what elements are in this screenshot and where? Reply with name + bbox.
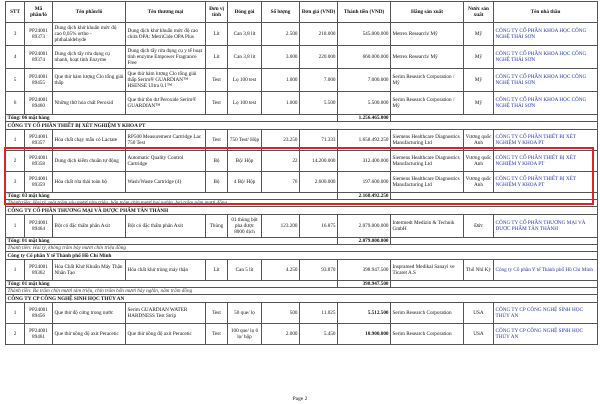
total-value: 2.168.492.250	[338, 193, 391, 200]
cell-country: Mỹ	[464, 23, 494, 46]
cell-stt: 3	[6, 172, 25, 193]
cell-country: Vương quốc Anh	[464, 151, 494, 172]
cell-contractor: CÔNG TY CỔ PHẦN KHOA HỌC CÔNG NGHỆ THÁI SƠN	[494, 23, 598, 46]
table-row	[6, 69, 598, 92]
col-packing: Đóng gói	[228, 2, 262, 23]
cell-lot-name: Dung dịch khử khuẩn mức độ cao 0,05% ortho - phthalaldehyde	[53, 23, 126, 46]
group-row	[6, 252, 598, 260]
cell-lot-code: PP24001 89461	[25, 324, 53, 345]
cell-contractor: CÔNG TY CP CÔNG NGHỆ SINH HỌC THỦY AN	[494, 324, 598, 345]
cell-contractor: CÔNG TY CỔ PHẦN KHOA HỌC CÔNG NGHỆ THÁI SƠN	[494, 92, 598, 115]
cell-amount: 398.947.500	[338, 260, 391, 281]
cell-quantity: 1.000	[262, 69, 300, 92]
cell-trade-name: Wash/Waste Cartridge (4)	[126, 172, 206, 193]
cell-amount: 660.000.000	[338, 46, 391, 69]
cell-unit-price: 5.500	[300, 92, 338, 115]
cell-lot-name: Dung dịch kiểm chuẩn tự động	[53, 151, 126, 172]
cell-unit: Lít	[206, 23, 228, 46]
cell-packing: 50 que/ lọ	[228, 303, 262, 324]
cell-unit: Test	[206, 303, 228, 324]
table-row	[6, 303, 598, 324]
cell-country: Mỹ	[464, 92, 494, 115]
cell-contractor: CÔNG TY CỔ PHẦN THIẾT BỊ XÉT NGHIỆM Y KHOA PT	[494, 151, 598, 172]
cell-country: Vương quốc Anh	[464, 130, 494, 151]
cell-trade-name: Automatic Quality Control Cartridge	[126, 151, 206, 172]
cell-quantity: 1.000	[262, 92, 300, 115]
cell-unit-price: 16.875	[300, 215, 338, 238]
cell-amount: 7.000.000	[338, 69, 391, 92]
cell-stt: 1	[6, 260, 25, 281]
cell-manufacturer: Siemens Healthcare Diagnostics Manufacturing Ltd	[391, 151, 464, 172]
cell-manufacturer: Serim Research Corporation / Mỹ	[391, 69, 464, 92]
cell-quantity: 4.250	[262, 260, 300, 281]
total-label: Tổng: 03 mặt hàng	[6, 193, 338, 200]
cell-quantity: 76	[262, 172, 300, 193]
cell-amount: 5.500.000	[338, 92, 391, 115]
cell-unit: Lít	[206, 46, 228, 69]
amount-in-words-row	[6, 288, 598, 295]
cell-unit: Bộ	[206, 151, 228, 172]
cell-packing: 01 thùng bột pha được 8000 dịch	[228, 215, 262, 238]
group-row	[6, 295, 598, 303]
cell-manufacturer: Metrex Research/ Mỹ	[391, 23, 464, 46]
contractor-group-title: CÔNG TY CỔ PHẦN THIẾT BỊ XÉT NGHIỆM Y KHOA PT	[6, 122, 598, 130]
col-manufacturer: Hãng sản xuất	[391, 2, 464, 23]
table-row	[6, 260, 598, 281]
cell-lot-name: Hóa Chất Khử Khuẩn Máy Thận Nhân Tạo	[53, 260, 126, 281]
cell-lot-code: PP24001 89358	[25, 151, 53, 172]
col-unit: Đơn vị tính	[206, 2, 228, 23]
cell-contractor: CÔNG TY CỔ PHẦN KHOA HỌC CÔNG NGHỆ THÁI SƠN	[494, 46, 598, 69]
total-label: Tổng: 06 mặt hàng	[6, 115, 338, 122]
total-row	[6, 281, 598, 288]
cell-unit-price: 11.025	[300, 303, 338, 324]
amount-in-words: Thành tiền: Ba trăm chín mươi tám triệu, chín trăm bốn mươi bảy nghìn, năm trăm đồng	[6, 288, 598, 295]
cell-quantity: 2.500	[262, 23, 300, 46]
cell-quantity: 3.000	[262, 46, 300, 69]
group-row	[6, 122, 598, 130]
table-row	[6, 23, 598, 46]
cell-manufacturer: Intermedt Medizin & Technik GmbH	[391, 215, 464, 238]
cell-country: Vương quốc Anh	[464, 172, 494, 193]
cell-quantity: 500	[262, 303, 300, 324]
amount-in-words: Thành tiền: Hai tỷ, không trăm bảy mươi chín triệu đồng	[6, 245, 598, 252]
total-row	[6, 238, 598, 245]
cell-stt: 1	[6, 303, 25, 324]
amount-in-words: Thành tiền: Hai tỷ, một trăm sáu mươi tám triệu, bốn trăm chín mươi hai nghìn, hai trăm năm mươi đồng	[6, 200, 598, 207]
cell-manufacturer: Inspramed Medikal Sanayi ve Ticaret A.S	[391, 260, 464, 281]
total-label: Tổng: 01 mặt hàng	[6, 281, 338, 288]
table-row	[6, 92, 598, 115]
cell-lot-name: Hóa chất chạy mẫu có Lactate	[53, 130, 126, 151]
cell-trade-name: Que thử nồng độ axit Peracetic	[126, 324, 206, 345]
table-row	[6, 130, 598, 151]
cell-unit-price: 7.000	[300, 69, 338, 92]
cell-packing: Can 3,8 lít	[228, 46, 262, 69]
cell-manufacturer: Serim Research Corporation	[391, 324, 464, 345]
total-value: 398.947.500	[338, 281, 391, 288]
cell-lot-name: Những thử hóa chất Peroxid	[53, 92, 126, 115]
cell-stt: 5	[6, 69, 25, 92]
table-row	[6, 172, 598, 193]
cell-unit: Bộ	[206, 172, 228, 193]
header-row	[6, 2, 598, 23]
cell-amount: 545.000.000	[338, 23, 391, 46]
cell-unit: Test	[206, 324, 228, 345]
cell-packing: Lọ 100 test	[228, 69, 262, 92]
cell-lot-code: PP24001 89460	[25, 92, 53, 115]
cell-manufacturer: Metrex Research/ Mỹ	[391, 46, 464, 69]
cell-amount: 5.512.500	[338, 303, 391, 324]
cell-amount: 1.658.492.250	[338, 130, 391, 151]
contractor-group-title: CÔNG TY CỔ PHẦN THƯƠNG MẠI VÀ DƯỢC PHẨM TÂN THÀNH	[6, 207, 598, 215]
cell-amount: 312.400.000	[338, 151, 391, 172]
cell-unit: Test	[206, 130, 228, 151]
col-country: Nước sản xuất	[464, 2, 494, 23]
cell-packing: Can 3,8 lít	[228, 23, 262, 46]
cell-country: Mỹ	[464, 69, 494, 92]
cell-lot-name: Que thử nồng độ axit Peracetic	[53, 324, 126, 345]
cell-manufacturer: Serim Research Corporation	[391, 303, 464, 324]
cell-lot-name: Que thử hàm lượng Clo tổng giải thấp	[53, 69, 126, 92]
cell-packing: Lọ 100 test	[228, 92, 262, 115]
cell-quantity: 2.000	[262, 324, 300, 345]
cell-trade-name: Que thử tồn dư Peroxide Serim® GUARDIAN™	[126, 92, 206, 115]
cell-country: USA	[464, 324, 494, 345]
cell-lot-name: Dung dịch tẩy rửa dụng cụ nhanh, hoạt tính Enzyme	[53, 46, 126, 69]
cell-trade-name: Hóa chất khử trùng máy thận	[126, 260, 206, 281]
cell-packing: 4 Bộ/ Hộp	[228, 172, 262, 193]
page-number: Page 2	[292, 396, 308, 402]
group-row	[6, 207, 598, 215]
cell-contractor: Công ty Cổ phần Y tế Thành phố Hồ Chí Minh	[494, 260, 598, 281]
col-amount: Thành tiền (VND)	[338, 2, 391, 23]
amount-in-words-row	[6, 200, 598, 207]
cell-lot-code: PP24001 89374	[25, 46, 53, 69]
cell-stt: 4	[6, 46, 25, 69]
cell-unit-price: 93.870	[300, 260, 338, 281]
bid-results-table	[5, 1, 598, 345]
cell-unit: Test	[206, 69, 228, 92]
cell-unit-price: 71.333	[300, 130, 338, 151]
cell-lot-code: PP24001 89464	[25, 215, 53, 238]
cell-unit: Thùng	[206, 215, 228, 238]
cell-country: Mỹ	[464, 46, 494, 69]
cell-contractor: CÔNG TY CP CÔNG NGHỆ SINH HỌC THỦY AN	[494, 303, 598, 324]
cell-manufacturer: Serim Research Corporation / Mỹ	[391, 92, 464, 115]
cell-stt: 1	[6, 130, 25, 151]
table-row	[6, 215, 598, 238]
cell-stt: 6	[6, 92, 25, 115]
cell-packing: Bộ/ Hộp	[228, 151, 262, 172]
cell-trade-name: Que thử hàm lượng Clo tổng giải thấp Serim® GUARDIAN™ HSENSE Ultra 0.1™	[126, 69, 206, 92]
col-quantity: Số lượng	[262, 2, 300, 23]
cell-packing: Can 5 lít	[228, 260, 262, 281]
cell-stt: 1	[6, 215, 25, 238]
cell-unit-price: 220.000	[300, 46, 338, 69]
total-value: 2.079.000.000	[338, 238, 391, 245]
cell-amount: 197.600.000	[338, 172, 391, 193]
cell-unit-price: 14.200.000	[300, 151, 338, 172]
cell-unit-price: 218.000	[300, 23, 338, 46]
cell-contractor: CÔNG TY CỔ PHẦN THIẾT BỊ XÉT NGHIỆM Y KHOA PT	[494, 130, 598, 151]
cell-trade-name: Bột có đặc thấm phân Axit	[126, 215, 206, 238]
col-trade-name: Tên thương mại	[126, 2, 206, 23]
cell-trade-name: Serim GUARDIAN WATER HARDNESS Test Strip	[126, 303, 206, 324]
cell-unit-price: 2.600.000	[300, 172, 338, 193]
col-lot-name: Tên phần/lô	[53, 2, 126, 23]
total-row	[6, 115, 598, 122]
cell-unit: Test	[206, 92, 228, 115]
cell-quantity: 22	[262, 151, 300, 172]
col-unit-price: Đơn giá (VND)	[300, 2, 338, 23]
cell-lot-code: PP24001 89373	[25, 23, 53, 46]
col-contractor: Tên nhà thầu	[494, 2, 598, 23]
total-value: 1.256.465.000	[338, 115, 391, 122]
table-row	[6, 46, 598, 69]
cell-contractor: CÔNG TY CỔ PHẦN THƯƠNG MẠI VÀ DƯỢC PHẨM TÂN THÀNH	[494, 215, 598, 238]
cell-contractor: CÔNG TY CỔ PHẦN THIẾT BỊ XÉT NGHIỆM Y KHOA PT	[494, 172, 598, 193]
col-stt: STT	[6, 2, 25, 23]
cell-unit-price: 5.450	[300, 324, 338, 345]
cell-lot-name: Que thử độ cứng trong nước	[53, 303, 126, 324]
cell-amount: 10.900.000	[338, 324, 391, 345]
cell-manufacturer: Siemens Healthcare Diagnostics Manufacturing Ltd	[391, 172, 464, 193]
cell-stt: 3	[6, 23, 25, 46]
cell-lot-name: Bột có đặc thấm phân Axit	[53, 215, 126, 238]
cell-quantity: 23.250	[262, 130, 300, 151]
cell-lot-code: PP24001 89357	[25, 130, 53, 151]
cell-trade-name: Dung dịch khử khuẩn mức độ cao chứa OPA: MetriCide OPA Plus	[126, 23, 206, 46]
cell-amount: 2.079.000.000	[338, 215, 391, 238]
col-lot-code: Mã phần/lô	[25, 2, 53, 23]
table-row	[6, 151, 598, 172]
cell-lot-name: Hóa chất rửa thải toàn bộ	[53, 172, 126, 193]
cell-lot-code: PP24001 89456	[25, 303, 53, 324]
cell-trade-name: Dung dịch tẩy rửa dụng cụ y tế hoạt tính enzyme Empower Fragrance Free	[126, 46, 206, 69]
cell-lot-code: PP24001 89362	[25, 260, 53, 281]
total-label: Tổng: 01 mặt hàng	[6, 238, 338, 245]
cell-lot-code: PP24001 89455	[25, 69, 53, 92]
cell-contractor: CÔNG TY CỔ PHẦN KHOA HỌC CÔNG NGHỆ THÁI SƠN	[494, 69, 598, 92]
cell-packing: 100 que/ lọ 6 lọ/ hộp	[228, 324, 262, 345]
table-row	[6, 324, 598, 345]
cell-country: Thổ Nhĩ Kỳ	[464, 260, 494, 281]
total-row	[6, 193, 598, 200]
cell-stt: 2	[6, 324, 25, 345]
contractor-group-title: CÔNG TY CP CÔNG NGHỆ SINH HỌC THỦY AN	[6, 295, 598, 303]
cell-quantity: 123.200	[262, 215, 300, 238]
cell-lot-code: PP24001 89359	[25, 172, 53, 193]
amount-in-words-row	[6, 245, 598, 252]
cell-country: USA	[464, 303, 494, 324]
cell-packing: 750 Test/ Hộp	[228, 130, 262, 151]
cell-unit: Lít	[206, 260, 228, 281]
cell-trade-name: RP500 Measurement Cartridge Lac 750 Test	[126, 130, 206, 151]
cell-country: Đức	[464, 215, 494, 238]
contractor-group-title: Công ty Cổ phần Y tế Thành phố Hồ Chí Minh	[6, 252, 598, 260]
cell-manufacturer: Siemens Healthcare Diagnostics Manufacturing Ltd	[391, 130, 464, 151]
cell-stt: 2	[6, 151, 25, 172]
